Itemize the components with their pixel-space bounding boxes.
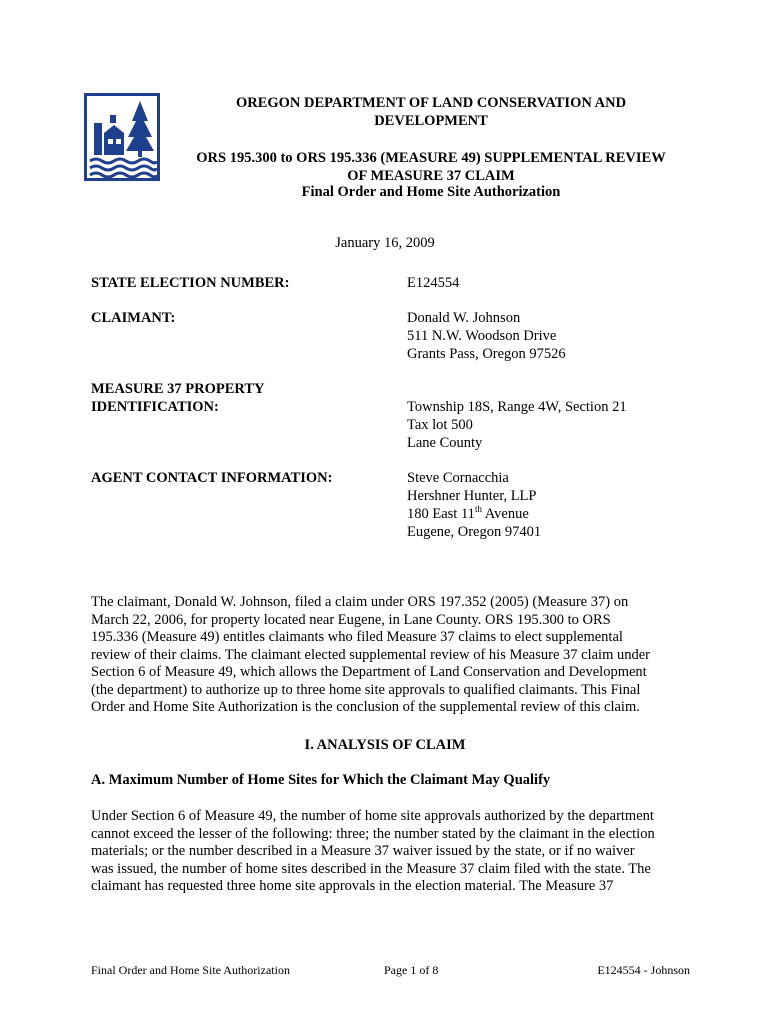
footer-page-number: Page 1 of 8	[384, 963, 439, 977]
paragraph-line: cannot exceed the lesser of the following: three; the number stated by the claimant in the election	[91, 825, 655, 842]
election-number-label: STATE ELECTION NUMBER:	[91, 275, 290, 291]
intro-paragraph	[91, 594, 691, 717]
paragraph-line: March 22, 2006, for property located near Eugene, in Lane County. ORS 195.300 to ORS	[91, 611, 611, 628]
paragraph-line: Order and Home Site Authorization is the conclusion of the supplemental review of this claim.	[91, 699, 640, 715]
agent-street-name: Avenue	[481, 506, 529, 522]
dlcd-logo-icon	[84, 93, 160, 181]
election-number-value: E124554	[407, 275, 460, 291]
claimant-city: Grants Pass, Oregon 97526	[407, 346, 566, 362]
order-date: January 16, 2009	[335, 235, 435, 251]
claimant-name: Donald W. Johnson	[407, 310, 521, 326]
claimant-label: CLAIMANT:	[91, 310, 176, 326]
property-label	[91, 380, 265, 416]
paragraph-line: Section 6 of Measure 49, which allows the Department of Land Conservation and Development	[91, 664, 647, 680]
paragraph-line: claimant has requested three home site approvals in the election material. The Measure 37	[91, 878, 614, 894]
agent-name: Steve Cornacchia	[407, 470, 509, 486]
footer-document-name: Final Order and Home Site Authorization	[91, 963, 290, 977]
property-label-line1: MEASURE 37 PROPERTY	[91, 381, 265, 397]
document-title	[176, 149, 686, 185]
document-title-line2: OF MEASURE 37 CLAIM	[347, 168, 515, 184]
paragraph-line: (the department) to authorize up to three home site approvals to qualified claimants. This Final	[91, 681, 641, 698]
footer-claim-id: E124554 - Johnson	[597, 963, 690, 977]
section-heading: I. ANALYSIS OF CLAIM	[304, 737, 466, 753]
agent-street-number: 180 East 11	[407, 506, 475, 522]
property-township: Township 18S, Range 4W, Section 21	[407, 399, 627, 415]
property-identification	[407, 398, 627, 452]
property-taxlot: Tax lot 500	[407, 417, 473, 433]
agent-street	[407, 505, 541, 523]
paragraph-line: review of their claims. The claimant elected supplemental review of his Measure 37 claim under	[91, 646, 650, 663]
agent-firm: Hershner Hunter, LLP	[407, 488, 537, 504]
agency-heading-line1: OREGON DEPARTMENT OF LAND CONSERVATION AND	[235, 95, 627, 111]
paragraph-line: materials; or the number described in a Measure 37 waiver issued by the state, or if no waiver	[91, 843, 635, 859]
document-title-line1: ORS 195.300 to ORS 195.336 (MEASURE 49) SUPPLEMENTAL REVIEW	[196, 150, 666, 166]
agent-contact	[407, 469, 541, 541]
agent-label: AGENT CONTACT INFORMATION:	[91, 470, 333, 486]
claimant-street: 511 N.W. Woodson Drive	[407, 328, 557, 344]
subsection-heading: A. Maximum Number of Home Sites for Which the Claimant May Qualify	[91, 772, 551, 788]
document-subtitle: Final Order and Home Site Authorization	[301, 184, 561, 200]
paragraph-line: The claimant, Donald W. Johnson, filed a claim under ORS 197.352 (2005) (Measure 37) on	[91, 594, 629, 610]
paragraph-line: Under Section 6 of Measure 49, the number of home site approvals authorized by the department	[91, 808, 654, 824]
paragraph-line: was issued, the number of home sites described in the Measure 37 claim filed with the state. The	[91, 860, 651, 877]
agent-city: Eugene, Oregon 97401	[407, 524, 542, 540]
analysis-paragraph	[91, 808, 691, 896]
agency-heading-line2: DEVELOPMENT	[374, 113, 488, 129]
property-label-line2: IDENTIFICATION:	[91, 399, 219, 415]
agency-heading	[176, 94, 686, 130]
property-county: Lane County	[407, 435, 483, 451]
paragraph-line: 195.336 (Measure 49) entitles claimants who filed Measure 37 claims to elect supplemental	[91, 629, 623, 645]
agent-street-ordinal: th	[474, 504, 482, 515]
claimant-address	[407, 309, 566, 363]
